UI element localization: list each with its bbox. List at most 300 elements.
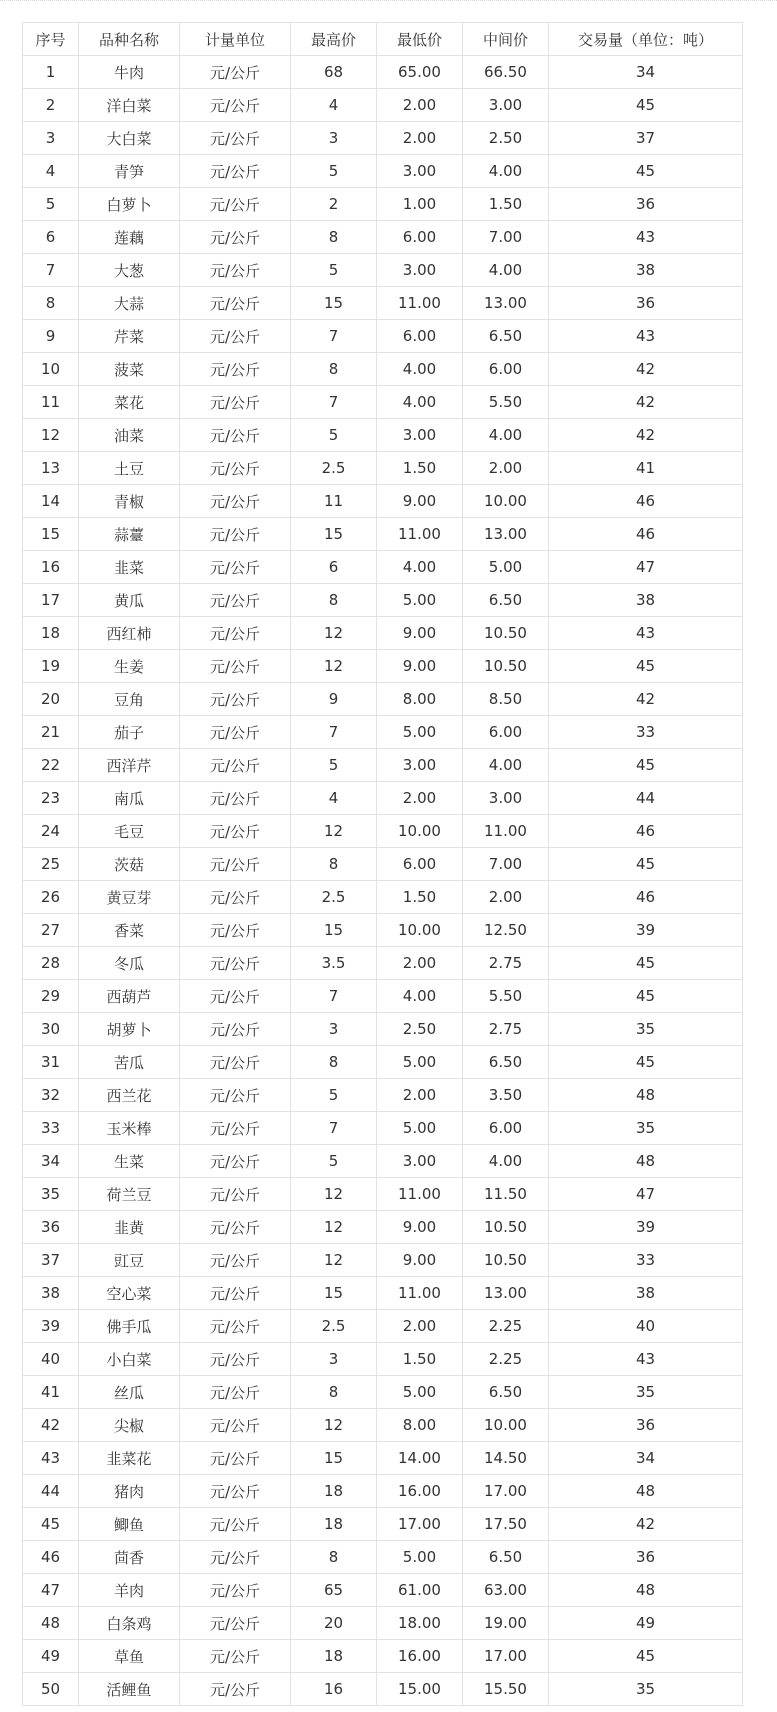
cell-serial-number: 31 [23,1046,79,1079]
cell-highest-price: 4 [291,89,377,122]
cell-highest-price: 8 [291,1046,377,1079]
cell-serial-number: 26 [23,881,79,914]
table-row [23,782,743,815]
cell-middle-price: 6.50 [463,584,549,617]
cell-serial-number: 1 [23,56,79,89]
cell-trade-volume: 40 [549,1310,743,1343]
cell-lowest-price: 10.00 [377,815,463,848]
cell-middle-price: 17.50 [463,1508,549,1541]
cell-highest-price: 20 [291,1607,377,1640]
cell-variety-name: 西兰花 [79,1079,180,1112]
cell-middle-price: 14.50 [463,1442,549,1475]
cell-highest-price: 3 [291,122,377,155]
cell-serial-number: 25 [23,848,79,881]
cell-highest-price: 3 [291,1013,377,1046]
cell-serial-number: 43 [23,1442,79,1475]
cell-variety-name: 韭菜 [79,551,180,584]
cell-trade-volume: 35 [549,1013,743,1046]
cell-trade-volume: 46 [549,881,743,914]
table-row [23,155,743,188]
cell-highest-price: 12 [291,1244,377,1277]
cell-lowest-price: 3.00 [377,254,463,287]
cell-highest-price: 5 [291,749,377,782]
cell-highest-price: 68 [291,56,377,89]
header-serial-number: 序号 [23,23,79,56]
cell-highest-price: 65 [291,1574,377,1607]
cell-middle-price: 3.50 [463,1079,549,1112]
table-row [23,1607,743,1640]
cell-highest-price: 2.5 [291,1310,377,1343]
cell-variety-name: 白萝卜 [79,188,180,221]
cell-lowest-price: 1.00 [377,188,463,221]
header-trade-volume: 交易量（单位：吨） [549,23,743,56]
cell-variety-name: 南瓜 [79,782,180,815]
cell-middle-price: 4.00 [463,155,549,188]
cell-highest-price: 12 [291,1178,377,1211]
table-row [23,716,743,749]
cell-serial-number: 6 [23,221,79,254]
cell-variety-name: 豆角 [79,683,180,716]
cell-serial-number: 15 [23,518,79,551]
cell-trade-volume: 42 [549,683,743,716]
cell-unit: 元/公斤 [180,353,291,386]
table-row [23,1310,743,1343]
cell-middle-price: 3.00 [463,782,549,815]
cell-unit: 元/公斤 [180,1310,291,1343]
cell-variety-name: 羊肉 [79,1574,180,1607]
cell-trade-volume: 45 [549,980,743,1013]
cell-serial-number: 34 [23,1145,79,1178]
cell-trade-volume: 45 [549,848,743,881]
cell-unit: 元/公斤 [180,551,291,584]
cell-variety-name: 牛肉 [79,56,180,89]
table-row [23,89,743,122]
cell-lowest-price: 5.00 [377,584,463,617]
table-row [23,1541,743,1574]
cell-trade-volume: 38 [549,584,743,617]
table-row [23,56,743,89]
cell-middle-price: 6.50 [463,1046,549,1079]
cell-trade-volume: 35 [549,1673,743,1706]
cell-serial-number: 3 [23,122,79,155]
cell-serial-number: 24 [23,815,79,848]
cell-unit: 元/公斤 [180,815,291,848]
cell-serial-number: 22 [23,749,79,782]
cell-middle-price: 8.50 [463,683,549,716]
cell-variety-name: 大葱 [79,254,180,287]
cell-middle-price: 12.50 [463,914,549,947]
cell-lowest-price: 6.00 [377,320,463,353]
cell-unit: 元/公斤 [180,584,291,617]
cell-highest-price: 18 [291,1508,377,1541]
cell-trade-volume: 47 [549,551,743,584]
cell-highest-price: 15 [291,1277,377,1310]
table-row [23,815,743,848]
table-row [23,1574,743,1607]
table-row [23,1046,743,1079]
table-row [23,1013,743,1046]
cell-lowest-price: 9.00 [377,1211,463,1244]
cell-serial-number: 45 [23,1508,79,1541]
cell-highest-price: 12 [291,617,377,650]
cell-middle-price: 4.00 [463,749,549,782]
cell-middle-price: 7.00 [463,848,549,881]
cell-variety-name: 芹菜 [79,320,180,353]
cell-lowest-price: 5.00 [377,1541,463,1574]
cell-middle-price: 13.00 [463,518,549,551]
cell-highest-price: 9 [291,683,377,716]
cell-variety-name: 草鱼 [79,1640,180,1673]
cell-lowest-price: 4.00 [377,980,463,1013]
cell-variety-name: 大蒜 [79,287,180,320]
cell-trade-volume: 45 [549,1046,743,1079]
cell-serial-number: 21 [23,716,79,749]
cell-middle-price: 6.50 [463,1541,549,1574]
cell-middle-price: 10.00 [463,1409,549,1442]
cell-trade-volume: 36 [549,1409,743,1442]
cell-unit: 元/公斤 [180,881,291,914]
cell-middle-price: 5.50 [463,980,549,1013]
cell-variety-name: 洋白菜 [79,89,180,122]
cell-variety-name: 菠菜 [79,353,180,386]
cell-variety-name: 黄豆芽 [79,881,180,914]
table-row [23,584,743,617]
cell-lowest-price: 5.00 [377,716,463,749]
cell-serial-number: 28 [23,947,79,980]
cell-serial-number: 39 [23,1310,79,1343]
cell-serial-number: 30 [23,1013,79,1046]
cell-highest-price: 18 [291,1475,377,1508]
cell-serial-number: 16 [23,551,79,584]
cell-variety-name: 青笋 [79,155,180,188]
cell-trade-volume: 47 [549,1178,743,1211]
table-row [23,980,743,1013]
cell-serial-number: 14 [23,485,79,518]
cell-unit: 元/公斤 [180,1508,291,1541]
cell-variety-name: 黄瓜 [79,584,180,617]
cell-lowest-price: 18.00 [377,1607,463,1640]
cell-middle-price: 2.00 [463,881,549,914]
cell-serial-number: 49 [23,1640,79,1673]
table-row [23,749,743,782]
cell-trade-volume: 37 [549,122,743,155]
cell-highest-price: 5 [291,155,377,188]
cell-lowest-price: 61.00 [377,1574,463,1607]
table-row [23,1178,743,1211]
cell-variety-name: 茴香 [79,1541,180,1574]
cell-unit: 元/公斤 [180,947,291,980]
cell-lowest-price: 11.00 [377,518,463,551]
cell-highest-price: 5 [291,1145,377,1178]
cell-unit: 元/公斤 [180,650,291,683]
cell-trade-volume: 35 [549,1112,743,1145]
cell-unit: 元/公斤 [180,683,291,716]
cell-variety-name: 大白菜 [79,122,180,155]
cell-serial-number: 19 [23,650,79,683]
cell-trade-volume: 45 [549,155,743,188]
cell-unit: 元/公斤 [180,1442,291,1475]
cell-highest-price: 15 [291,1442,377,1475]
price-table [22,22,743,1706]
cell-serial-number: 48 [23,1607,79,1640]
cell-highest-price: 7 [291,386,377,419]
cell-variety-name: 冬瓜 [79,947,180,980]
cell-variety-name: 小白菜 [79,1343,180,1376]
cell-unit: 元/公斤 [180,1409,291,1442]
cell-lowest-price: 1.50 [377,1343,463,1376]
cell-variety-name: 空心菜 [79,1277,180,1310]
header-middle-price: 中间价 [463,23,549,56]
cell-highest-price: 12 [291,815,377,848]
cell-unit: 元/公斤 [180,1046,291,1079]
cell-highest-price: 5 [291,254,377,287]
cell-trade-volume: 36 [549,188,743,221]
cell-middle-price: 10.50 [463,1244,549,1277]
cell-variety-name: 荷兰豆 [79,1178,180,1211]
table-row [23,1376,743,1409]
cell-unit: 元/公斤 [180,188,291,221]
cell-trade-volume: 39 [549,1211,743,1244]
cell-middle-price: 13.00 [463,287,549,320]
cell-middle-price: 17.00 [463,1475,549,1508]
table-row [23,1442,743,1475]
cell-highest-price: 15 [291,287,377,320]
top-dotted-divider [0,0,777,1]
cell-lowest-price: 17.00 [377,1508,463,1541]
cell-trade-volume: 48 [549,1475,743,1508]
cell-trade-volume: 45 [549,650,743,683]
cell-highest-price: 7 [291,320,377,353]
cell-trade-volume: 43 [549,617,743,650]
cell-serial-number: 33 [23,1112,79,1145]
cell-serial-number: 44 [23,1475,79,1508]
cell-unit: 元/公斤 [180,1574,291,1607]
cell-highest-price: 16 [291,1673,377,1706]
cell-unit: 元/公斤 [180,419,291,452]
cell-unit: 元/公斤 [180,1475,291,1508]
cell-highest-price: 2 [291,188,377,221]
cell-unit: 元/公斤 [180,980,291,1013]
cell-middle-price: 10.00 [463,485,549,518]
cell-serial-number: 42 [23,1409,79,1442]
cell-lowest-price: 1.50 [377,452,463,485]
cell-lowest-price: 16.00 [377,1640,463,1673]
cell-middle-price: 6.00 [463,716,549,749]
cell-variety-name: 香菜 [79,914,180,947]
cell-lowest-price: 9.00 [377,650,463,683]
cell-lowest-price: 11.00 [377,287,463,320]
cell-unit: 元/公斤 [180,518,291,551]
cell-serial-number: 5 [23,188,79,221]
cell-highest-price: 7 [291,980,377,1013]
cell-trade-volume: 48 [549,1079,743,1112]
cell-unit: 元/公斤 [180,782,291,815]
cell-trade-volume: 48 [549,1145,743,1178]
header-highest-price: 最高价 [291,23,377,56]
cell-lowest-price: 11.00 [377,1277,463,1310]
cell-unit: 元/公斤 [180,320,291,353]
cell-lowest-price: 8.00 [377,1409,463,1442]
cell-highest-price: 6 [291,551,377,584]
table-row [23,1277,743,1310]
table-row [23,650,743,683]
table-row [23,617,743,650]
cell-middle-price: 2.25 [463,1310,549,1343]
cell-trade-volume: 35 [549,1376,743,1409]
cell-trade-volume: 36 [549,1541,743,1574]
cell-trade-volume: 46 [549,485,743,518]
cell-lowest-price: 65.00 [377,56,463,89]
cell-trade-volume: 45 [549,947,743,980]
cell-variety-name: 蒜薹 [79,518,180,551]
table-row [23,386,743,419]
cell-unit: 元/公斤 [180,287,291,320]
cell-highest-price: 12 [291,650,377,683]
table-row [23,1673,743,1706]
cell-serial-number: 20 [23,683,79,716]
cell-lowest-price: 2.00 [377,947,463,980]
cell-lowest-price: 15.00 [377,1673,463,1706]
cell-highest-price: 7 [291,1112,377,1145]
cell-unit: 元/公斤 [180,1013,291,1046]
cell-unit: 元/公斤 [180,1244,291,1277]
table-row [23,1475,743,1508]
cell-variety-name: 活鲤鱼 [79,1673,180,1706]
table-row [23,1079,743,1112]
cell-variety-name: 佛手瓜 [79,1310,180,1343]
cell-unit: 元/公斤 [180,221,291,254]
table-row [23,1508,743,1541]
cell-unit: 元/公斤 [180,56,291,89]
cell-middle-price: 63.00 [463,1574,549,1607]
cell-trade-volume: 42 [549,386,743,419]
cell-unit: 元/公斤 [180,1178,291,1211]
cell-serial-number: 7 [23,254,79,287]
header-unit: 计量单位 [180,23,291,56]
table-row [23,419,743,452]
cell-middle-price: 11.00 [463,815,549,848]
cell-trade-volume: 34 [549,1442,743,1475]
cell-variety-name: 韭菜花 [79,1442,180,1475]
cell-trade-volume: 41 [549,452,743,485]
cell-highest-price: 8 [291,353,377,386]
cell-unit: 元/公斤 [180,254,291,287]
cell-unit: 元/公斤 [180,848,291,881]
cell-variety-name: 丝瓜 [79,1376,180,1409]
cell-highest-price: 8 [291,1376,377,1409]
cell-trade-volume: 36 [549,287,743,320]
cell-highest-price: 2.5 [291,881,377,914]
cell-unit: 元/公斤 [180,485,291,518]
cell-variety-name: 韭黄 [79,1211,180,1244]
cell-variety-name: 白条鸡 [79,1607,180,1640]
cell-middle-price: 10.50 [463,1211,549,1244]
cell-trade-volume: 33 [549,1244,743,1277]
table-row [23,254,743,287]
cell-serial-number: 8 [23,287,79,320]
cell-serial-number: 50 [23,1673,79,1706]
cell-lowest-price: 2.00 [377,1310,463,1343]
table-row [23,221,743,254]
cell-variety-name: 尖椒 [79,1409,180,1442]
cell-serial-number: 13 [23,452,79,485]
cell-lowest-price: 5.00 [377,1376,463,1409]
cell-highest-price: 5 [291,1079,377,1112]
cell-lowest-price: 6.00 [377,221,463,254]
cell-highest-price: 12 [291,1211,377,1244]
cell-trade-volume: 45 [549,1640,743,1673]
cell-trade-volume: 48 [549,1574,743,1607]
cell-lowest-price: 3.00 [377,419,463,452]
cell-middle-price: 5.00 [463,551,549,584]
cell-lowest-price: 9.00 [377,1244,463,1277]
cell-middle-price: 10.50 [463,650,549,683]
cell-variety-name: 胡萝卜 [79,1013,180,1046]
cell-unit: 元/公斤 [180,452,291,485]
cell-unit: 元/公斤 [180,617,291,650]
cell-serial-number: 29 [23,980,79,1013]
cell-trade-volume: 45 [549,749,743,782]
cell-unit: 元/公斤 [180,1640,291,1673]
table-row [23,1640,743,1673]
cell-unit: 元/公斤 [180,1145,291,1178]
table-row [23,320,743,353]
header-row [23,23,743,56]
cell-serial-number: 18 [23,617,79,650]
table-row [23,353,743,386]
cell-variety-name: 青椒 [79,485,180,518]
cell-lowest-price: 3.00 [377,155,463,188]
cell-serial-number: 27 [23,914,79,947]
cell-variety-name: 玉米棒 [79,1112,180,1145]
cell-serial-number: 35 [23,1178,79,1211]
cell-variety-name: 毛豆 [79,815,180,848]
cell-serial-number: 23 [23,782,79,815]
cell-highest-price: 3.5 [291,947,377,980]
cell-variety-name: 苦瓜 [79,1046,180,1079]
table-row [23,551,743,584]
table-row [23,1244,743,1277]
cell-unit: 元/公斤 [180,1211,291,1244]
cell-middle-price: 6.50 [463,320,549,353]
cell-middle-price: 2.50 [463,122,549,155]
cell-middle-price: 7.00 [463,221,549,254]
header-lowest-price: 最低价 [377,23,463,56]
cell-variety-name: 油菜 [79,419,180,452]
cell-variety-name: 生姜 [79,650,180,683]
cell-serial-number: 4 [23,155,79,188]
cell-highest-price: 15 [291,518,377,551]
cell-highest-price: 7 [291,716,377,749]
header-variety-name: 品种名称 [79,23,180,56]
cell-highest-price: 8 [291,848,377,881]
cell-lowest-price: 10.00 [377,914,463,947]
cell-middle-price: 6.50 [463,1376,549,1409]
cell-serial-number: 46 [23,1541,79,1574]
cell-variety-name: 菜花 [79,386,180,419]
cell-middle-price: 5.50 [463,386,549,419]
table-row [23,848,743,881]
cell-lowest-price: 4.00 [377,386,463,419]
cell-middle-price: 4.00 [463,1145,549,1178]
table-row [23,1145,743,1178]
cell-unit: 元/公斤 [180,386,291,419]
cell-trade-volume: 49 [549,1607,743,1640]
cell-serial-number: 41 [23,1376,79,1409]
cell-serial-number: 40 [23,1343,79,1376]
cell-lowest-price: 2.00 [377,89,463,122]
table-row [23,188,743,221]
